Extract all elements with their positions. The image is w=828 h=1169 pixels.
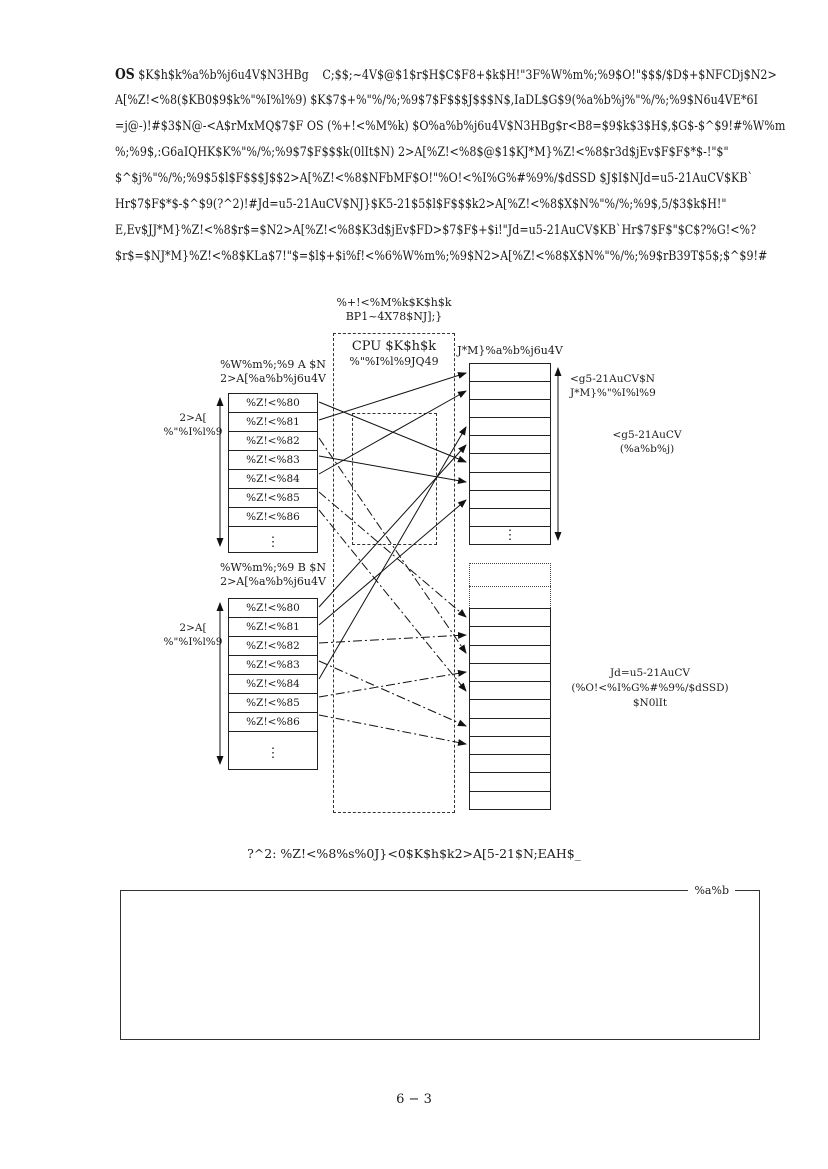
physical-memory-title: J*M}%a%b%j6u4V — [457, 344, 563, 357]
figure-caption: ?^2: %Z!<%8%s%0J}<0$K$h$k2>A[5-21$N;EAH$_ — [247, 846, 581, 861]
page-row: %Z!<%84 — [229, 470, 317, 489]
page-row: %Z!<%84 — [229, 675, 317, 694]
body-line-4: %;%9$,:G6aIQHK$K%"%/%;%9$7$F$$$k(0lIt$N) 2>A[%Z!<%8$@$1$KJ*M}%Z!<%8$r3d$jEv$F$F$*$-!"$" — [115, 145, 729, 160]
swap-area-box — [469, 608, 551, 810]
swap-row — [470, 792, 550, 809]
memory-row — [470, 400, 550, 418]
swap-row — [470, 773, 550, 791]
process-b-page-box — [228, 598, 318, 770]
body-line-5: $^$j%"%/%;%9$5$l$F$$$J$$2>A[%Z!<%8$NFbMF$O!"%O!<%I%G%#%9%/$dSSD $J$I$NJd=u5-21AuCV$KB` — [115, 171, 754, 186]
page-row: %Z!<%85 — [229, 694, 317, 713]
swap-row — [470, 700, 550, 718]
process-a-title: %W%m%;%9 A $N 2>A[%a%b%j6u4V — [220, 358, 326, 385]
page-row: %Z!<%86 — [229, 508, 317, 527]
memory-row — [470, 454, 550, 472]
page-row: %Z!<%81 — [229, 413, 317, 432]
ellipsis-dots: ⋮ — [266, 746, 280, 761]
page-number: 6 − 3 — [396, 1092, 432, 1107]
page-row: %Z!<%83 — [229, 656, 317, 675]
ellipsis-dots: ⋮ — [266, 535, 280, 550]
process-a-side-label: 2>A[ %"%I%l%9 — [163, 412, 223, 438]
run-in-heading-rest: $K$h$k%a%b%j6u4V$N3HBg — [134, 68, 309, 83]
page-row: %Z!<%82 — [229, 637, 317, 656]
swap-row — [470, 664, 550, 682]
main-memory-annotation: <g5-21AuCV (%a%b%j) — [612, 429, 682, 455]
ellipsis-dots: ⋮ — [503, 527, 517, 543]
memory-row — [470, 382, 550, 400]
memo-box — [120, 884, 760, 1040]
page-row: %Z!<%80 — [229, 394, 317, 413]
swap-row — [470, 609, 550, 627]
body-line-7: E,Ev$JJ*M}%Z!<%8$r$=$N2>A[%Z!<%8$K3d$jEv$FD>$7$F$+$i!"Jd=u5-21AuCV$KB`Hr$7$F$"$C$?%G!<%? — [115, 223, 757, 238]
cpu-translation-label: CPU $K$h$k %"%I%l%9JQ49 — [349, 339, 439, 368]
memory-row — [470, 509, 550, 527]
page-row: %Z!<%85 — [229, 489, 317, 508]
swap-row — [470, 627, 550, 645]
auxiliary-storage-annotation: Jd=u5-21AuCV (%O!<%I%G%#%9%/$dSSD) $N0lIt — [571, 667, 729, 709]
process-a-page-box — [228, 393, 318, 553]
body-line-6: Hr$7$F$*$-$^$9(?^2)!#Jd=u5-21AuCV$NJ}$K5-21$5$l$F$$$k2>A[%Z!<%8$X$N%"%/%;%9$,5/$3$k$H!" — [115, 197, 727, 212]
body-line-1-text: C;$$;~4V$@$1$r$H$C$F8+$k$H!"3F%W%m%;%9$O!"$$$/$D$+$NFCDj$N2> — [322, 68, 777, 83]
page-row: %Z!<%86 — [229, 713, 317, 732]
run-in-heading-os: OS — [115, 66, 135, 83]
page-row: %Z!<%81 — [229, 618, 317, 637]
body-line-3: =j@-)!#$3$N@-<A$rMxMQ$7$F OS (%+!<%M%k) $O%a%b%j6u4V$N3HBg$r<B8=$9$k$3$H$,$G$-$^$9!#%W%m — [115, 119, 786, 134]
body-paragraph — [115, 62, 786, 270]
physical-address-annotation: <g5-21AuCV$N J*M}%"%I%l%9 — [570, 373, 656, 399]
memory-row — [470, 473, 550, 491]
kernel-dashed-box — [333, 333, 455, 813]
swap-row — [470, 646, 550, 664]
swap-row — [470, 682, 550, 700]
swap-dotted-extension — [469, 586, 551, 608]
kernel-mapping-label: %+!<%M%k$K$h$k BP1~4X78$NJ];} — [336, 296, 452, 323]
memo-box-label: %a%b — [688, 883, 735, 898]
process-b-side-label: 2>A[ %"%I%l%9 — [163, 622, 223, 648]
swap-row — [470, 755, 550, 773]
body-line-1 — [115, 62, 777, 88]
memory-row — [470, 418, 550, 436]
page-row: %Z!<%82 — [229, 432, 317, 451]
body-line-2: A[%Z!<%8($KB0$9$k%"%I%l%9) $K$7$+%"%/%;%9$7$F$$$J$$$N$,IaDL$G$9(%a%b%j%"%/%;%9$N6u4VE*6I — [115, 93, 758, 108]
process-b-title: %W%m%;%9 B $N 2>A[%a%b%j6u4V — [220, 561, 326, 588]
page-row: %Z!<%83 — [229, 451, 317, 470]
memory-row — [470, 491, 550, 509]
main-memory-box — [469, 363, 551, 545]
memory-row — [470, 364, 550, 382]
page-table-dashed-box — [352, 413, 437, 545]
swap-dotted-extension — [469, 563, 551, 586]
swap-row — [470, 737, 550, 755]
memory-row — [470, 436, 550, 454]
swap-row — [470, 719, 550, 737]
body-line-8: $r$=$NJ*M}%Z!<%8$KLa$7!"$=$l$+$i%f!<%6%W%m%;%9$N2>A[%Z!<%8$X$N%"%/%;%9$rB39T$5$;$^$9!# — [115, 249, 768, 264]
page-row: %Z!<%80 — [229, 599, 317, 618]
